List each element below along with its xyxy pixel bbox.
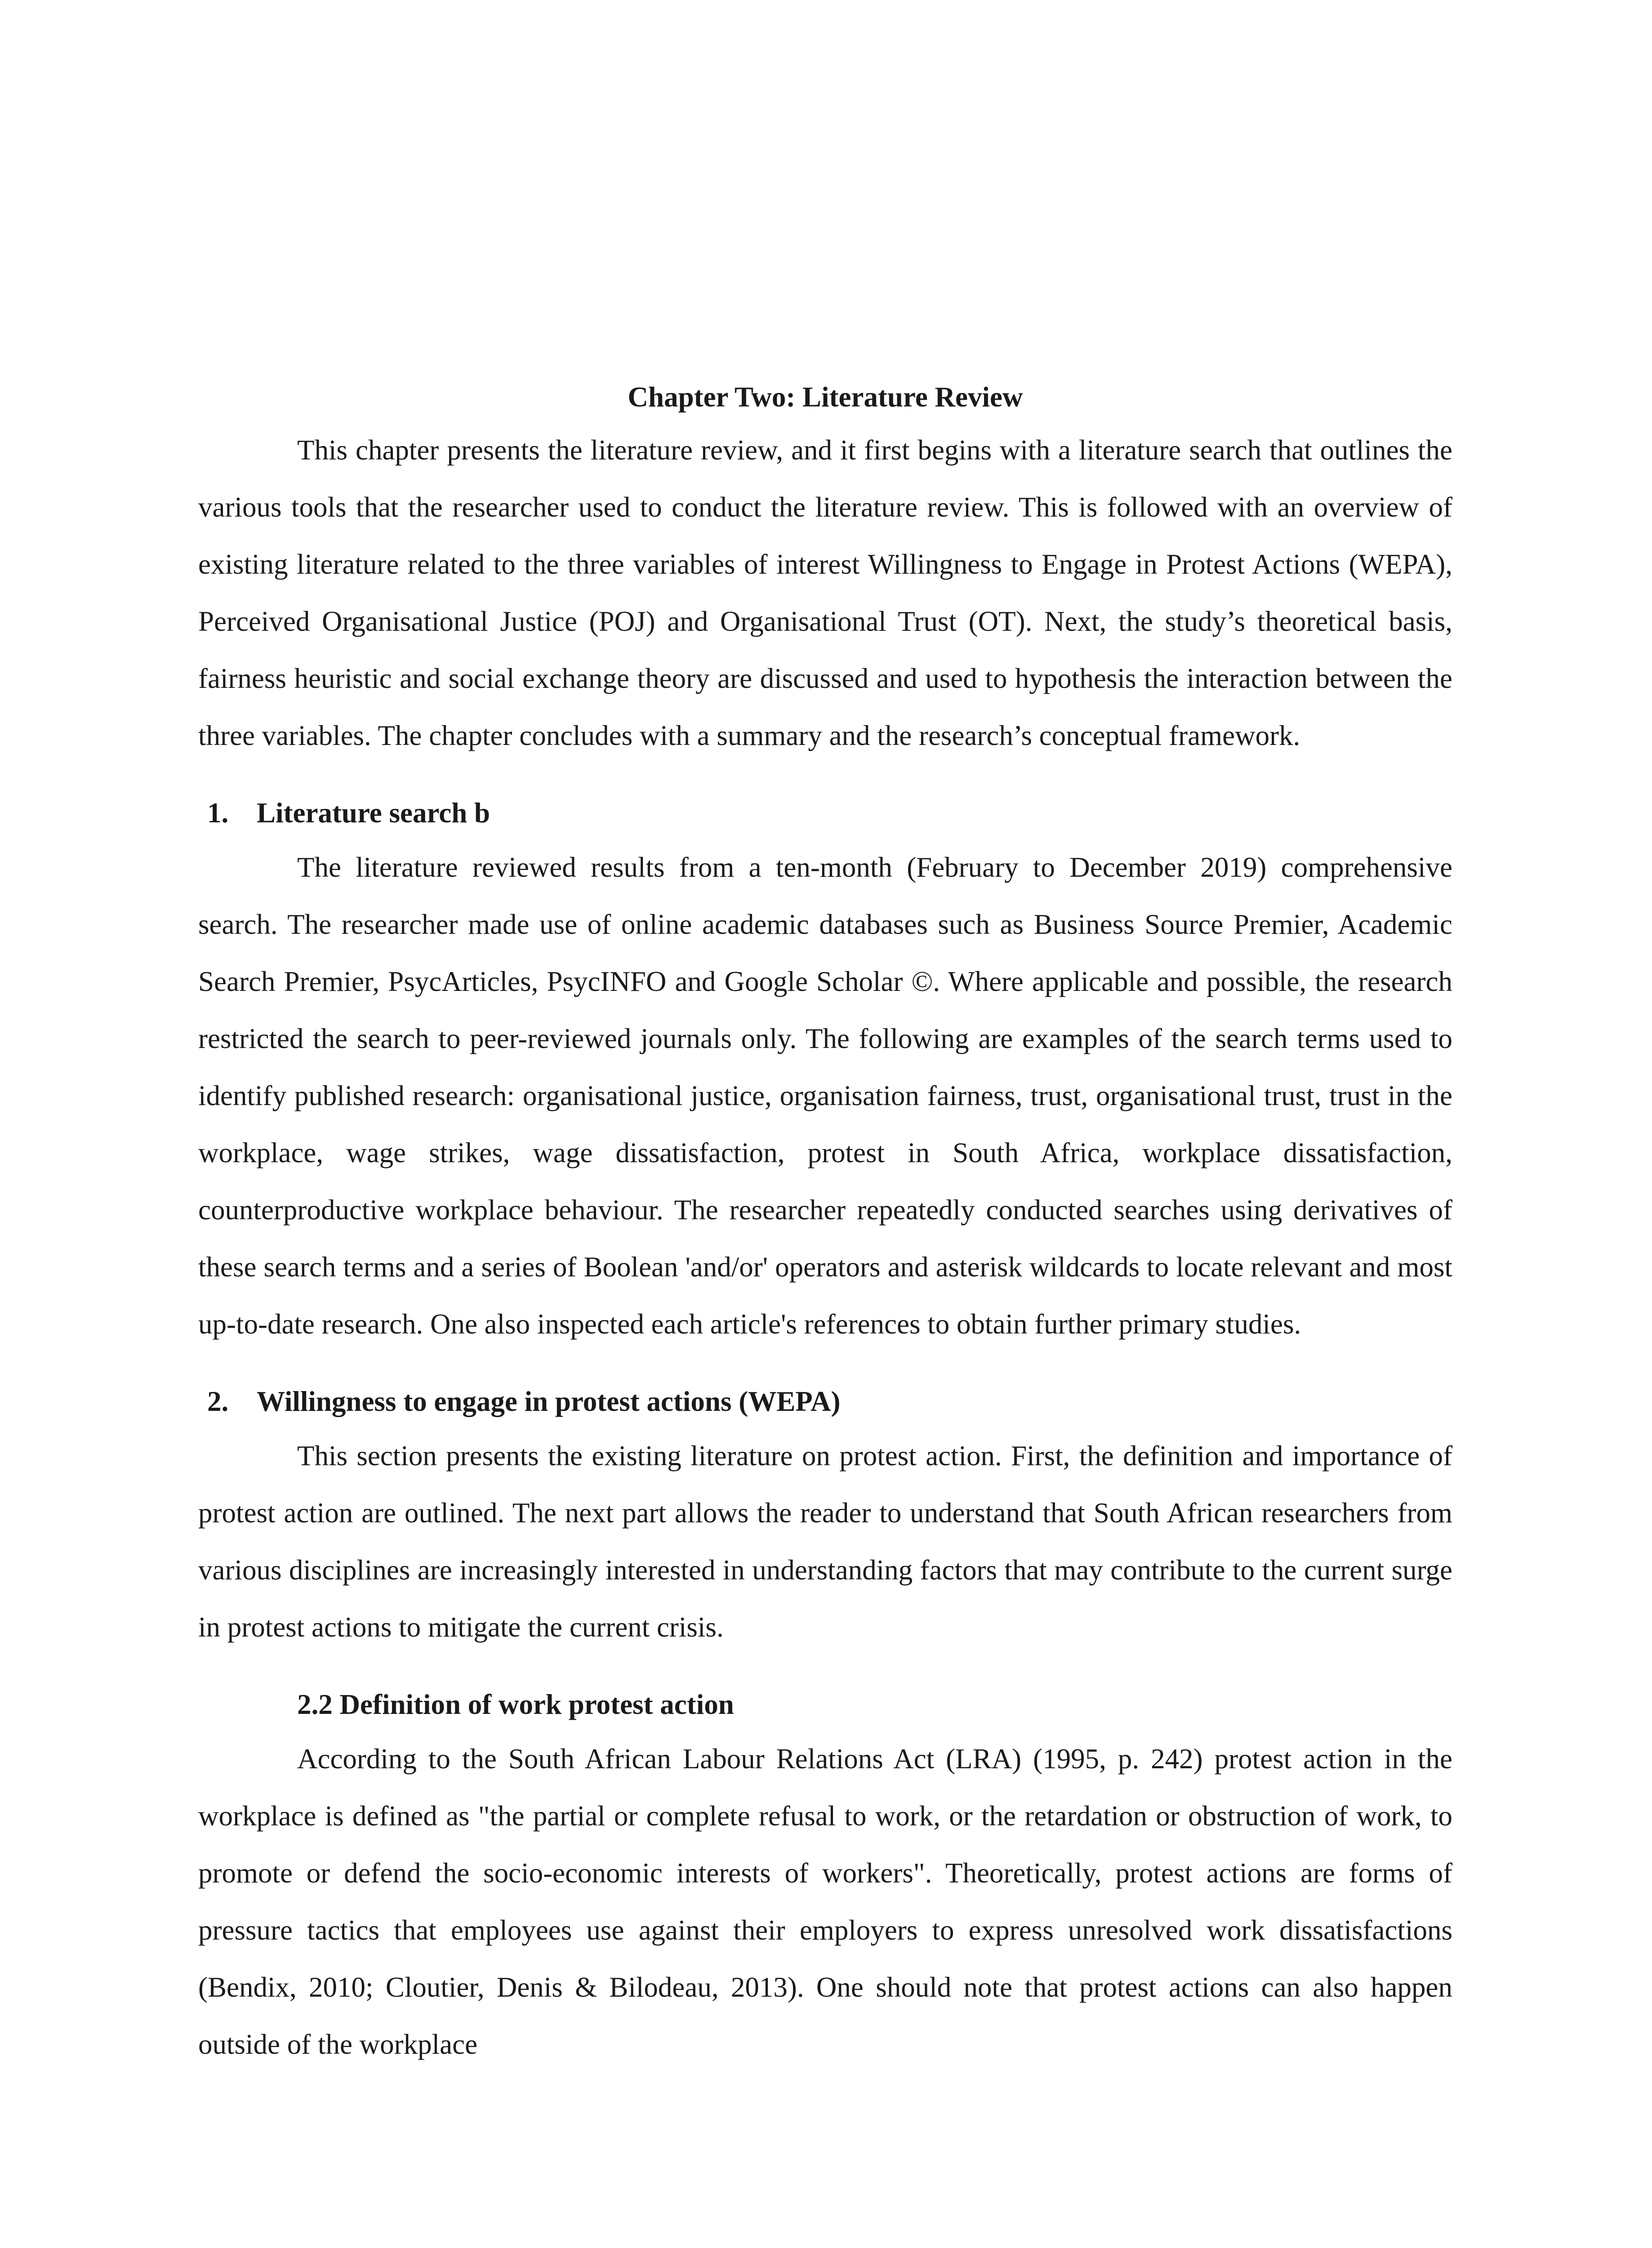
definition-paragraph: According to the South African Labour Relations Act (LRA) (1995, p. 242) protest action in the workplace is defined as "the partial or complete refusal to work, or the retardation or obstruction of work, to promote or defend the socio-economic interests of workers". Theoretically, protest actions are forms of pressure tactics that employees use against their employers to express unresolved work dissatisfactions (Bendix, 2010; Cloutier, Denis & Bilodeau, 2013). One should note that protest actions can also happen outside of the workplace [198,1743,1452,2060]
section-number: 2. [207,1386,229,1417]
chapter-intro-paragraph: This chapter presents the literature review, and it first begins with a literature search that outlines the various tools that the researcher used to conduct the literature review. This is followed with an overview of existing literature related to the three variables of interest Willingness to Engage in Protest Actions (WEPA), Perceived Organisational Justice (POJ) and Organisational Trust (OT). Next, the study’s theoretical basis, fairness heuristic and social exchange theory are discussed and used to hypothesis the interaction between the three variables. The chapter concludes with a summary and the research’s conceptual framework. [198,434,1452,751]
page-content [198,377,1452,2073]
section-number: 1. [207,797,229,829]
chapter-title: Chapter Two: Literature Review [628,381,1023,413]
section-heading-wepa [198,1379,1452,1424]
wepa-paragraph: This section presents the existing literature on protest action. First, the definition and importance of protest action are outlined. The next part allows the reader to understand that South African researchers from various disciplines are increasingly interested in understanding factors that may contribute to the current surge in protest actions to mitigate the current crisis. [198,1440,1452,1643]
section-title: Willingness to engage in protest actions (WEPA) [257,1386,841,1417]
subsection-heading-definition: 2.2 Definition of work protest action [297,1689,734,1720]
section-title: Literature search b [257,797,490,829]
section-heading-literature-search [198,790,1452,835]
literature-search-paragraph: The literature reviewed results from a ten-month (February to December 2019) comprehensive search. The researcher made use of online academic databases such as Business Source Premier, Academic Search Premier, PsycArticles, PsycINFO and Google Scholar ©. Where applicable and possible, the research restricted the search to peer-reviewed journals only. The following are examples of the search terms used to identify published research: organisational justice, organisation fairness, trust, organisational trust, trust in the workplace, wage strikes, wage dissatisfaction, protest in South Africa, workplace dissatisfaction, counterproductive workplace behaviour. The researcher repeatedly conducted searches using derivatives of these search terms and a series of Boolean 'and/or' operators and asterisk wildcards to locate relevant and most up-to-date research. One also inspected each article's references to obtain further primary studies. [198,852,1452,1340]
